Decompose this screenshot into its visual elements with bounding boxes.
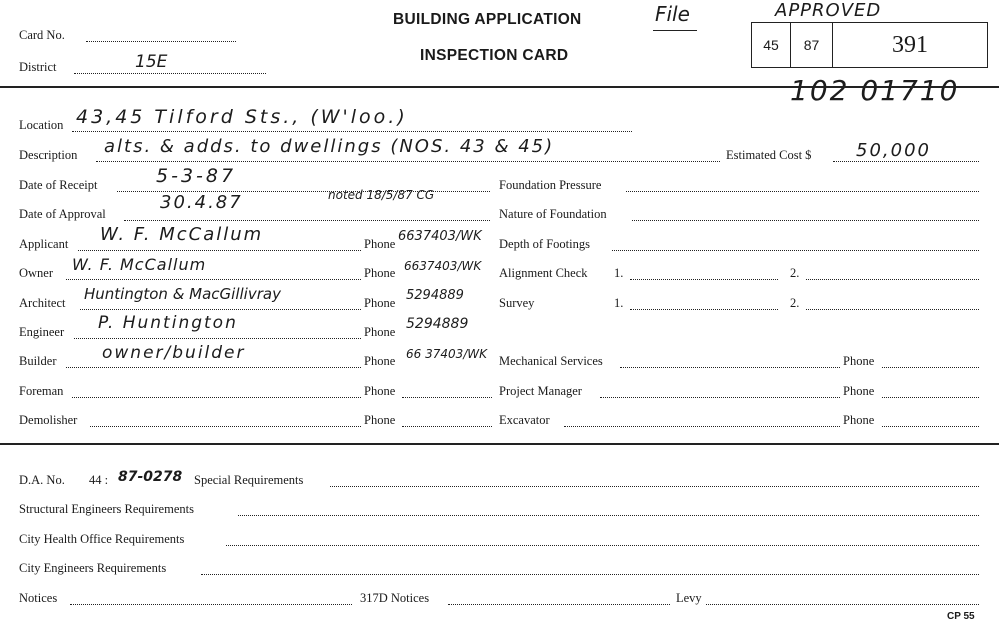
description-value: alts. & adds. to dwellings (NOS. 43 & 45): [104, 136, 555, 157]
architect-value: Huntington & MacGillivray: [84, 285, 281, 303]
applicant-phone-label: Phone: [364, 237, 396, 251]
architect-phone-value: 5294889: [406, 288, 464, 303]
date-approval-value: 30.4.87: [160, 192, 243, 213]
builder-label: Builder: [19, 354, 57, 368]
card-title-line1: BUILDING APPLICATION: [393, 11, 582, 28]
notices-317d-label: 317D Notices: [360, 591, 430, 605]
city-engineers-label: City Engineers Requirements: [19, 561, 167, 575]
demolisher-field[interactable]: [90, 426, 361, 427]
file-note: File: [655, 2, 690, 26]
mechanical-phone-label: Phone: [843, 354, 875, 368]
depth-footings-label: Depth of Footings: [499, 237, 590, 251]
nature-foundation-label: Nature of Foundation: [499, 207, 607, 221]
project-manager-phone-label: Phone: [843, 384, 875, 398]
builder-phone-label: Phone: [364, 354, 396, 368]
depth-footings-field[interactable]: [612, 250, 979, 251]
engineer-phone-label: Phone: [364, 325, 396, 339]
date-approval-label: Date of Approval: [19, 207, 106, 221]
da-prefix: 44 :: [89, 473, 109, 487]
mechanical-services-field[interactable]: [620, 367, 840, 368]
owner-label: Owner: [19, 266, 54, 280]
survey-field-1[interactable]: [630, 309, 778, 310]
architect-phone-label: Phone: [364, 296, 396, 310]
special-requirements-field[interactable]: [330, 486, 979, 487]
owner-phone-value: 6637403/WK: [404, 259, 482, 273]
alignment-check-field-2[interactable]: [806, 279, 979, 280]
levy-label: Levy: [676, 591, 702, 605]
estimated-cost-value: 50,000: [856, 140, 931, 161]
nature-foundation-field[interactable]: [632, 220, 979, 221]
applicant-field[interactable]: [78, 250, 361, 251]
noted-annotation: noted 18/5/87 CG: [328, 188, 435, 202]
engineer-phone-value: 5294889: [406, 316, 469, 332]
structural-requirements-label: Structural Engineers Requirements: [19, 502, 194, 516]
district-label: District: [19, 60, 57, 74]
date-approval-field[interactable]: [124, 220, 490, 221]
card-box-3: 391: [832, 22, 988, 68]
reference-number: 102 01710: [790, 74, 960, 107]
foreman-phone-label: Phone: [364, 384, 396, 398]
date-receipt-label: Date of Receipt: [19, 178, 98, 192]
district-value: 15E: [135, 52, 168, 72]
location-label: Location: [19, 118, 64, 132]
excavator-phone-field[interactable]: [882, 426, 979, 427]
city-engineers-field[interactable]: [201, 574, 979, 575]
card-box-1: 45: [751, 22, 791, 68]
card-title-line2: INSPECTION CARD: [420, 47, 569, 64]
engineer-value: P. Huntington: [98, 313, 238, 333]
structural-requirements-field[interactable]: [238, 515, 979, 516]
excavator-label: Excavator: [499, 413, 550, 427]
estimated-cost-field[interactable]: [833, 161, 979, 162]
fields-divider: [0, 443, 999, 445]
owner-field[interactable]: [66, 279, 361, 280]
architect-label: Architect: [19, 296, 66, 310]
form-code: CP 55: [947, 611, 975, 622]
header-divider: [0, 86, 999, 88]
demolisher-phone-field[interactable]: [402, 426, 492, 427]
applicant-value: W. F. McCallum: [100, 224, 264, 245]
applicant-phone-value: 6637403/WK: [398, 229, 482, 244]
da-no-label: D.A. No.: [19, 473, 65, 487]
alignment-check-label: Alignment Check: [499, 266, 588, 280]
foreman-phone-field[interactable]: [402, 397, 492, 398]
excavator-phone-label: Phone: [843, 413, 875, 427]
alignment-num-2: 2.: [790, 266, 800, 280]
date-receipt-value: 5-3-87: [156, 165, 237, 187]
description-label: Description: [19, 148, 78, 162]
notices-label: Notices: [19, 591, 58, 605]
health-requirements-label: City Health Office Requirements: [19, 532, 185, 546]
foundation-pressure-label: Foundation Pressure: [499, 178, 602, 192]
excavator-field[interactable]: [564, 426, 840, 427]
owner-value: W. F. McCallum: [72, 255, 207, 274]
foreman-label: Foreman: [19, 384, 64, 398]
project-manager-phone-field[interactable]: [882, 397, 979, 398]
mechanical-phone-field[interactable]: [882, 367, 979, 368]
foreman-field[interactable]: [72, 397, 361, 398]
notices-field[interactable]: [70, 604, 352, 605]
project-manager-field[interactable]: [600, 397, 840, 398]
location-value: 43,45 Tilford Sts., (W'loo.): [76, 106, 408, 128]
survey-num-1: 1.: [614, 296, 624, 310]
builder-phone-value: 66 37403/WK: [406, 347, 488, 361]
demolisher-label: Demolisher: [19, 413, 78, 427]
builder-field[interactable]: [66, 367, 361, 368]
engineer-field[interactable]: [74, 338, 361, 339]
survey-label: Survey: [499, 296, 535, 310]
special-requirements-label: Special Requirements: [194, 473, 304, 487]
applicant-label: Applicant: [19, 237, 69, 251]
builder-value: owner/builder: [102, 343, 246, 363]
card-no-label: Card No.: [19, 28, 65, 42]
survey-num-2: 2.: [790, 296, 800, 310]
owner-phone-label: Phone: [364, 266, 396, 280]
district-field[interactable]: [74, 73, 266, 74]
location-field[interactable]: [72, 131, 632, 132]
foundation-pressure-field[interactable]: [626, 191, 979, 192]
survey-field-2[interactable]: [806, 309, 979, 310]
alignment-num-1: 1.: [614, 266, 624, 280]
da-number-value: 87-0278: [118, 469, 183, 485]
architect-field[interactable]: [80, 309, 361, 310]
approved-stamp: APPROVED: [775, 0, 882, 21]
card-no-field[interactable]: [86, 41, 236, 42]
file-underline: [653, 30, 697, 31]
alignment-check-field-1[interactable]: [630, 279, 778, 280]
project-manager-label: Project Manager: [499, 384, 582, 398]
health-requirements-field[interactable]: [226, 545, 979, 546]
estimated-cost-label: Estimated Cost $: [726, 148, 812, 162]
description-field[interactable]: [96, 161, 720, 162]
levy-field[interactable]: [706, 604, 979, 605]
mechanical-services-label: Mechanical Services: [499, 354, 603, 368]
demolisher-phone-label: Phone: [364, 413, 396, 427]
card-box-2: 87: [790, 22, 833, 68]
notices-317d-field[interactable]: [448, 604, 670, 605]
engineer-label: Engineer: [19, 325, 65, 339]
